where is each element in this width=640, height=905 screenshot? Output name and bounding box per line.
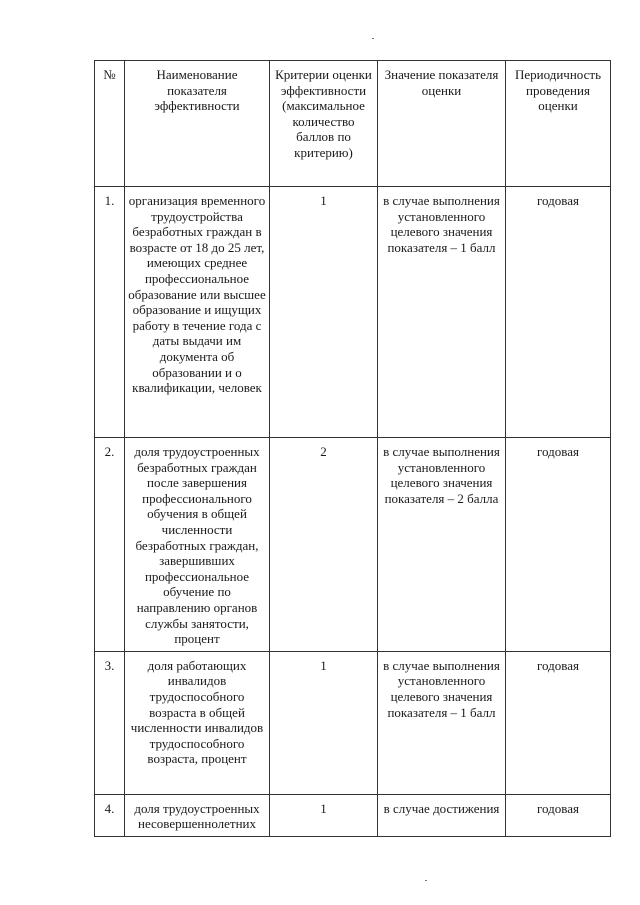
efficiency-criteria-table	[94, 60, 611, 837]
row-periodicity: годовая	[506, 187, 611, 438]
header-number: №	[95, 61, 125, 187]
row-value: в случае достижения	[378, 794, 506, 836]
header-value: Значение показателя оценки	[378, 61, 506, 187]
row-indicator-name: доля трудоустроенных безработных граждан после завершения профессионального обучения в общей численности безработных граждан, завершивших профессиональное обучение по направлению органов службы занятости, процент	[125, 438, 270, 652]
table-header-row	[95, 61, 611, 187]
scan-speck	[425, 880, 427, 881]
row-indicator-name: доля работающих инвалидов трудоспособного возраста в общей численности инвалидов трудоспособного возраста, процент	[125, 651, 270, 794]
row-number: 4.	[95, 794, 125, 836]
row-value: в случае выполнения установленного целевого значения показателя – 2 балла	[378, 438, 506, 652]
row-periodicity: годовая	[506, 438, 611, 652]
row-criteria: 1	[270, 187, 378, 438]
header-indicator-name: Наименование показателя эффективности	[125, 61, 270, 187]
row-criteria: 1	[270, 651, 378, 794]
row-periodicity: годовая	[506, 651, 611, 794]
table-row	[95, 438, 611, 652]
row-number: 1.	[95, 187, 125, 438]
row-criteria: 1	[270, 794, 378, 836]
header-periodicity: Периодичность проведения оценки	[506, 61, 611, 187]
row-value: в случае выполнения установленного целевого значения показателя – 1 балл	[378, 187, 506, 438]
row-indicator-name: организация временного трудоустройства безработных граждан в возрасте от 18 до 25 лет, имеющих среднее профессиональное образование или высшее образование и ищущих работу в течение года с даты выдачи им документа об образовании и о квалификации, человек	[125, 187, 270, 438]
table-row	[95, 187, 611, 438]
row-criteria: 2	[270, 438, 378, 652]
row-value: в случае выполнения установленного целевого значения показателя – 1 балл	[378, 651, 506, 794]
row-number: 3.	[95, 651, 125, 794]
table-row	[95, 651, 611, 794]
header-criteria: Критерии оценки эффективности (максимальное количество баллов по критерию)	[270, 61, 378, 187]
row-indicator-name: доля трудоустроенных несовершеннолетних	[125, 794, 270, 836]
row-periodicity: годовая	[506, 794, 611, 836]
scan-speck	[372, 38, 374, 39]
table-row	[95, 794, 611, 836]
row-number: 2.	[95, 438, 125, 652]
